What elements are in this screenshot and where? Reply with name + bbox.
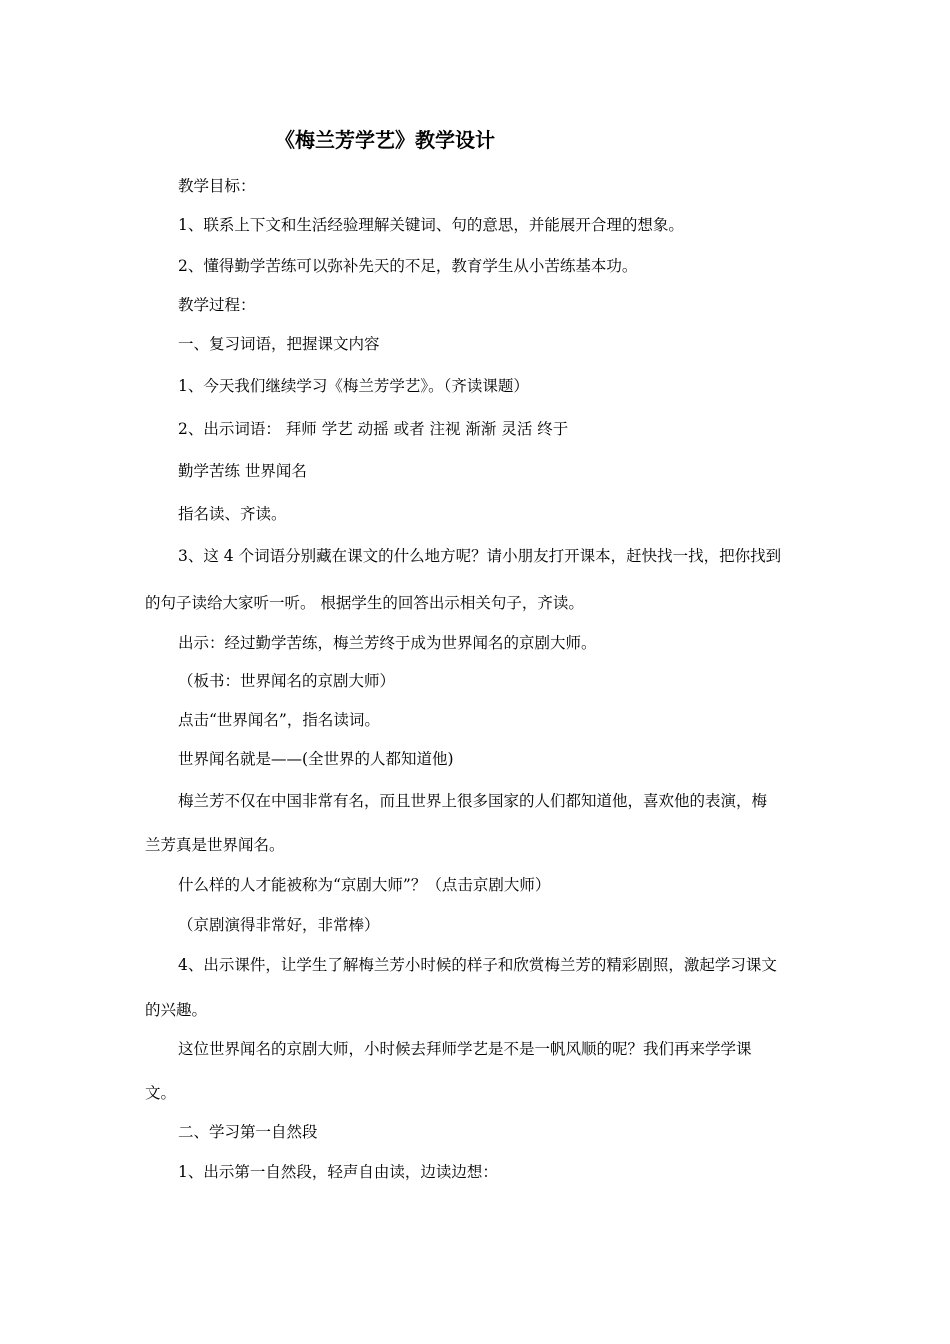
text-line: 2、出示词语： 拜师 学艺 动摇 或者 注视 渐渐 灵活 终于 bbox=[178, 420, 569, 438]
text-line: 点击“世界闻名”，指名读词。 bbox=[178, 711, 380, 729]
text-line: 文。 bbox=[145, 1084, 177, 1102]
text-line: 勤学苦练 世界闻名 bbox=[178, 462, 307, 480]
text-line: 什么样的人才能被称为“京剧大师”？（点击京剧大师） bbox=[178, 876, 551, 894]
text-line: 的句子读给大家听一听。 根据学生的回答出示相关句子，齐读。 bbox=[145, 594, 584, 612]
text-line: 兰芳真是世界闻名。 bbox=[145, 836, 285, 854]
text-line: 出示：经过勤学苦练，梅兰芳终于成为世界闻名的京剧大师。 bbox=[178, 634, 597, 652]
text-line: 4、出示课件，让学生了解梅兰芳小时候的样子和欣赏梅兰芳的精彩剧照，激起学习课文 bbox=[178, 956, 777, 974]
text-line: 这位世界闻名的京剧大师，小时候去拜师学艺是不是一帆风顺的呢？我们再来学学课 bbox=[178, 1040, 752, 1058]
text-line: 1、出示第一自然段，轻声自由读，边读边想： bbox=[178, 1163, 498, 1181]
text-line: 的兴趣。 bbox=[145, 1001, 208, 1019]
text-line: 3、这 4 个词语分别藏在课文的什么地方呢？请小朋友打开课本，赶快找一找，把你找到 bbox=[178, 547, 782, 565]
text-line: 2、懂得勤学苦练可以弥补先天的不足，教育学生从小苦练基本功。 bbox=[178, 257, 638, 275]
text-line: 一、复习词语，把握课文内容 bbox=[178, 335, 380, 353]
text-line: 二、学习第一自然段 bbox=[178, 1123, 318, 1141]
text-line: 教学过程： bbox=[178, 296, 256, 314]
text-line: 1、联系上下文和生活经验理解关键词、句的意思，并能展开合理的想象。 bbox=[178, 216, 684, 234]
text-line: 梅兰芳不仅在中国非常有名，而且世界上很多国家的人们都知道他，喜欢他的表演，梅 bbox=[178, 792, 768, 810]
text-line: 世界闻名就是——(全世界的人都知道他) bbox=[178, 750, 454, 768]
text-line: 教学目标： bbox=[178, 177, 256, 195]
text-line: （京剧演得非常好，非常棒） bbox=[178, 916, 380, 934]
text-line: 指名读、齐读。 bbox=[178, 505, 287, 523]
text-line: （板书：世界闻名的京剧大师） bbox=[178, 672, 396, 690]
document-title: 《梅兰芳学艺》教学设计 bbox=[275, 128, 495, 152]
text-line: 1、今天我们继续学习《梅兰芳学艺》。（齐读课题） bbox=[178, 377, 529, 395]
